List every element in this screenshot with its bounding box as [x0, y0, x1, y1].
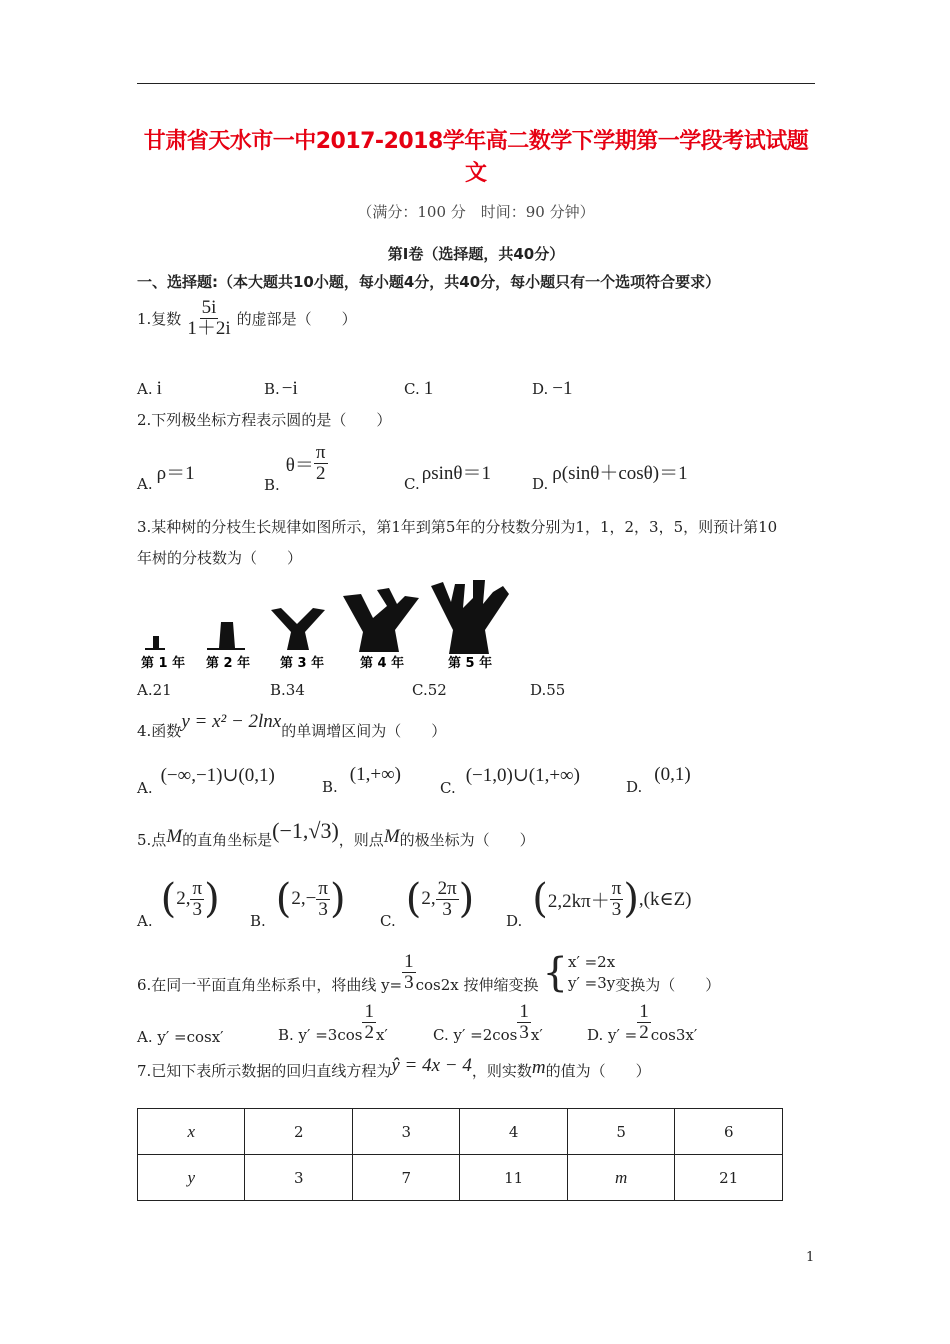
table-cell: 2	[245, 1109, 352, 1155]
q2-option-d: D. ρ(sinθ＋cosθ)＝1	[532, 463, 688, 493]
tree-label-2: 第 2 年	[206, 656, 251, 671]
tree-label-1: 第 1 年	[141, 656, 186, 671]
table-cell: 3	[245, 1155, 352, 1201]
table-cell: 3	[352, 1109, 459, 1155]
tree-year-3	[271, 608, 325, 650]
q1-frac-num: 5i	[201, 297, 217, 318]
q3-option-a: A.21	[137, 681, 172, 699]
table-cell: y	[138, 1155, 245, 1201]
q7-data-table	[137, 1108, 783, 1201]
table-cell: 11	[460, 1155, 567, 1201]
q4-option-c: C.(−1,0)∪(1,+∞)	[440, 765, 580, 797]
q1-option-b: B. −i	[264, 378, 298, 399]
question-5: 5.点 M 的直角坐标是 (−1,√3) ，则点 M 的极坐标为（ ）	[137, 818, 535, 849]
q1-fraction	[185, 298, 232, 339]
tree-growth-figure	[137, 574, 517, 674]
table-cell: 6	[675, 1109, 783, 1155]
question-1	[137, 298, 357, 339]
q1-option-a: A. i	[137, 378, 162, 399]
tree-label-5: 第 5 年	[448, 656, 493, 671]
table-row	[138, 1109, 783, 1155]
table-cell: m	[567, 1155, 674, 1201]
question-3-line2: 年树的分枝数为（ ）	[137, 549, 303, 567]
q3-option-c: C.52	[412, 681, 447, 699]
q5-option-d: D. ( 2,2kπ＋ $\frac{\pi}{3}$ ) ,(k∈Z)	[506, 876, 692, 930]
q1-prefix: 1.复数	[137, 309, 182, 328]
q1-option-c: C. 1	[404, 378, 434, 399]
q1-frac-den: 1＋2i	[187, 317, 231, 339]
question-6: 6.在同一平面直角坐标系中，将曲线 y= $\frac{1}{3}$ cos2x 按伸缩变换 { x′ =2x y′ =3y 变换为（ ）	[137, 949, 721, 996]
q5-option-c: C. ( 2, $\frac{2\pi}{3}$ )	[380, 876, 475, 930]
table-cell: 7	[352, 1155, 459, 1201]
question-3-line1: 3.某种树的分枝生长规律如图所示，第1年到第5年的分枝数分别为1，1，2，3，5，则预计第10	[137, 518, 778, 536]
part-title: 第Ⅰ卷（选择题，共40分）	[387, 245, 565, 263]
table-cell: x	[138, 1109, 245, 1155]
q6-transform-system: { x′ =2x y′ =3y	[542, 949, 616, 996]
q5-option-b: B. ( 2,− $\frac{\pi}{3}$ )	[250, 876, 346, 930]
question-4: 4.函数 y = x² − 2lnx 的单调增区间为（ ）	[137, 711, 447, 740]
tree-year-4	[343, 588, 419, 652]
q6-option-b: B. y′ =3cos $\frac{1}{2}$ x′	[278, 1000, 388, 1044]
q2-option-b: B. θ＝ $\frac{\pi}{2}$	[264, 441, 326, 494]
q4-option-d: D.(0,1)	[626, 764, 691, 796]
q1-option-d: D. −1	[532, 378, 573, 399]
q4-function: y = x² − 2lnx	[181, 711, 282, 732]
table-cell: 5	[567, 1109, 674, 1155]
table-cell: 4	[460, 1109, 567, 1155]
table-row	[138, 1155, 783, 1201]
q6-option-a: A. y′ =cosx′	[137, 1028, 224, 1046]
q6-fraction: $\frac{1}{3}$	[404, 951, 414, 993]
score-time: （满分：100 分 时间：90 分钟）	[357, 203, 595, 221]
question-7: 7.已知下表所示数据的回归直线方程为 ŷ = 4x − 4 ，则实数 m 的值为（ ）	[137, 1055, 651, 1080]
q2-b-fraction: $\frac{\pi}{2}$	[315, 441, 326, 484]
tree-label-3: 第 3 年	[280, 656, 325, 671]
tree-year-2	[207, 622, 245, 650]
q2-option-c: C. ρsinθ＝1	[404, 463, 491, 493]
tree-year-1	[145, 636, 165, 650]
top-rule	[137, 83, 815, 84]
tree-label-4: 第 4 年	[360, 656, 405, 671]
q1-suffix: 的虚部是（ ）	[236, 309, 357, 328]
q5-coordinate: (−1,√3)	[272, 818, 339, 843]
q4-option-b: B.(1,+∞)	[322, 764, 401, 796]
q4-option-a: A.(−∞,−1)∪(0,1)	[137, 765, 275, 797]
section-header: 一、选择题:（本大题共10小题，每小题4分，共40分，每小题只有一个选项符合要求）	[137, 273, 721, 291]
exam-title-line2: 文	[464, 161, 487, 186]
q5-option-a: A. ( 2, $\frac{\pi}{3}$ )	[137, 876, 220, 930]
q2-option-a: A. ρ＝1	[137, 463, 195, 493]
exam-title-line1: 甘肃省天水市一中2017-2018学年高二数学下学期第一学段考试试题	[143, 129, 809, 154]
q3-option-b: B.34	[270, 681, 305, 699]
q3-option-d: D.55	[530, 681, 566, 699]
q6-option-c: C. y′ =2cos $\frac{1}{3}$ x′	[433, 1000, 543, 1044]
page-number: 1	[806, 1250, 815, 1265]
q7-regression-equation: ŷ = 4x − 4	[391, 1055, 472, 1076]
table-cell: 21	[675, 1155, 783, 1201]
question-2: 2.下列极坐标方程表示圆的是（ ）	[137, 411, 392, 429]
q6-option-d: D. y′ = $\frac{1}{2}$ cos3x′	[587, 1000, 698, 1044]
tree-year-5	[431, 580, 509, 654]
